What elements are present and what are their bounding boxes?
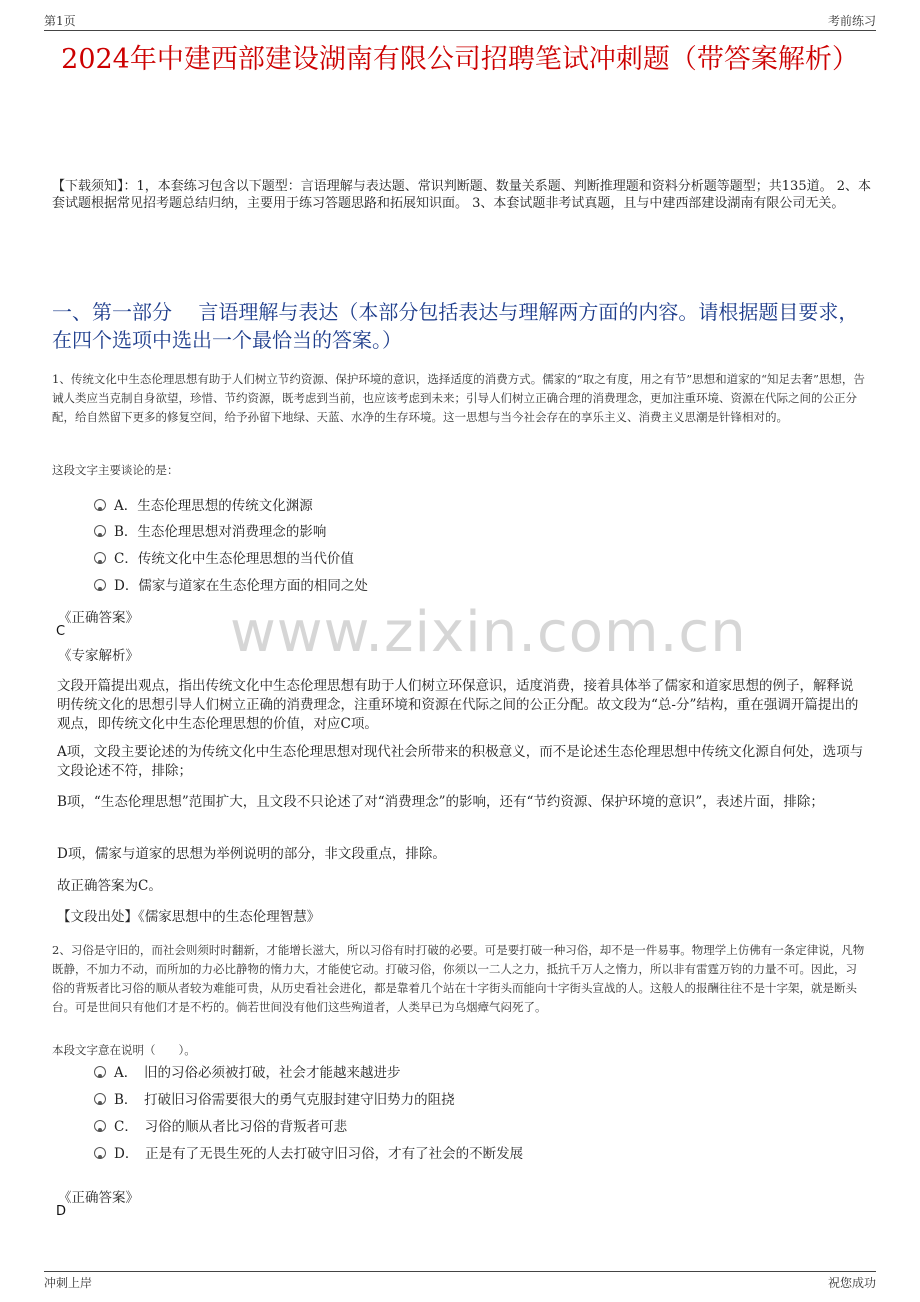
radio-icon[interactable] xyxy=(94,1147,106,1159)
q1-answer: C xyxy=(56,624,66,639)
q2-option-c[interactable]: C． 习俗的顺从者比习俗的背叛者可悲 xyxy=(94,1117,347,1137)
radio-icon[interactable] xyxy=(94,1120,106,1132)
q1-analysis-b: B项，“生态伦理思想”范围扩大，且文段不只论述了对“消费理念”的影响，还有“节约资源、保护环境的意识”，表述片面，排除； xyxy=(57,794,824,810)
q2-option-b[interactable]: B． 打破旧习俗需要很大的勇气克服封建守旧势力的阻挠 xyxy=(94,1090,455,1110)
question-1-text: 1、传统文化中生态伦理思想有助于人们树立节约资源、保护环境的意识，选择适度的消费方式。儒家的“取之有度，用之有节”思想和道家的“知足去奢”思想，告诫人类应当克制自身欲望，珍惜、节约资源，既考虑到当前，也应该考虑到未来；引导人们树立正确合理的消费理念，更加注重环境、资源在代际之间的公正分配，给自然留下更多的修复空间，给予孙留下地绿、天蓝、水净的生存环境。这一思想与当今社会存在的享乐主义、消费主义思潮是针锋相对的。 xyxy=(52,372,865,424)
q1-analysis-label: 《专家解析》 xyxy=(58,648,139,664)
page-header xyxy=(44,12,876,31)
q1-analysis-main: 文段开篇提出观点，指出传统文化中生态伦理思想有助于人们树立环保意识，适度消费，接着具体举了儒家和道家思想的例子，解释说明传统文化的思想引导人们树立正确的消费理念，注重环境和资源在代际之间的公正分配。故文段为“总-分”结构，重在强调开篇提出的观点，即传统文化中生态伦理思想的价值，对应C项。 xyxy=(57,678,859,732)
radio-icon[interactable] xyxy=(94,1093,106,1105)
q1-analysis-a: A项，文段主要论述的为传统文化中生态伦理思想对现代社会所带来的积极意义，而不是论述生态伦理思想中传统文化源自何处，选项与文段论述不符，排除； xyxy=(57,744,864,779)
header-label: 考前练习 xyxy=(827,14,876,28)
radio-icon[interactable] xyxy=(94,579,106,591)
q2-option-a[interactable]: A． 旧的习俗必须被打破，社会才能越来越进步 xyxy=(94,1063,401,1083)
radio-icon[interactable] xyxy=(94,552,106,564)
q2-option-d[interactable]: D． 正是有了无畏生死的人去打破守旧习俗，才有了社会的不断发展 xyxy=(94,1144,523,1164)
footer-left: 冲刺上岸 xyxy=(44,1276,93,1290)
q1-source: 【文段出处】《儒家思想中的生态伦理智慧》 xyxy=(57,909,321,925)
q2-answer-label: 《正确答案》 xyxy=(58,1190,139,1206)
page-footer xyxy=(44,1271,876,1292)
q2-answer: D xyxy=(56,1204,67,1219)
section-heading: 一、第一部分 言语理解与表达（本部分包括表达与理解两方面的内容。请根据题目要求，在四个选项中选出一个最恰当的答案。） xyxy=(52,300,859,352)
page-number: 第1页 xyxy=(44,14,76,28)
q1-answer-label: 《正确答案》 xyxy=(58,610,139,626)
radio-icon[interactable] xyxy=(94,525,106,537)
watermark: www.zixin.com.cn xyxy=(230,600,747,665)
q1-option-b[interactable]: B．生态伦理思想对消费理念的影响 xyxy=(94,522,326,542)
q1-analysis-d: D项，儒家与道家的思想为举例说明的部分，非文段重点，排除。 xyxy=(57,846,446,862)
q1-analysis-conclusion: 故正确答案为C。 xyxy=(57,878,162,894)
question-2-text: 2、习俗是守旧的，而社会则须时时翻新，才能增长滋大，所以习俗有时打破的必要。可是要打破一种习俗，却不是一件易事。物理学上仿佛有一条定律说，凡物既静，不加力不动，而所加的力必比静物的惰力大，才能使它动。打破习俗，你须以一二人之力，抵抗千万人之惰力，所以非有雷霆万钧的力量不可。因此，习俗的背叛者比习俗的顺从者较为难能可贵，从历史看社会进化，都是靠着几个站在十字街头而能向十字街头宣战的人。这般人的报酬往往不是十字架，就是断头台。可是世间只有他们才是不朽的。倘若世间没有他们这些殉道者，人类早已为乌烟瘴气闷死了。 xyxy=(52,943,865,1014)
q1-option-c[interactable]: C．传统文化中生态伦理思想的当代价值 xyxy=(94,549,354,569)
footer-right: 祝您成功 xyxy=(827,1276,876,1290)
download-notice: 【下载须知】：1，本套练习包含以下题型：言语理解与表达题、常识判断题、数量关系题、判断推理题和资料分析题等题型；共135道。 2、本套试题根据常见招考题总结归纳，主要用于练习答题思路和拓展知识面。 3、本套试题非考试真题，且与中建西部建设湖南有限公司无关。 xyxy=(52,179,871,211)
radio-icon[interactable] xyxy=(94,1066,106,1078)
radio-icon[interactable] xyxy=(94,499,106,511)
question-2-prompt: 本段文字意在说明（ ）。 xyxy=(52,1043,196,1057)
q1-option-d[interactable]: D．儒家与道家在生态伦理方面的相同之处 xyxy=(94,576,368,596)
document-title: 2024年中建西部建设湖南有限公司招聘笔试冲刺题（带答案解析） xyxy=(61,44,859,75)
question-1-prompt: 这段文字主要谈论的是： xyxy=(52,463,179,477)
q1-option-a[interactable]: A．生态伦理思想的传统文化渊源 xyxy=(94,496,313,516)
